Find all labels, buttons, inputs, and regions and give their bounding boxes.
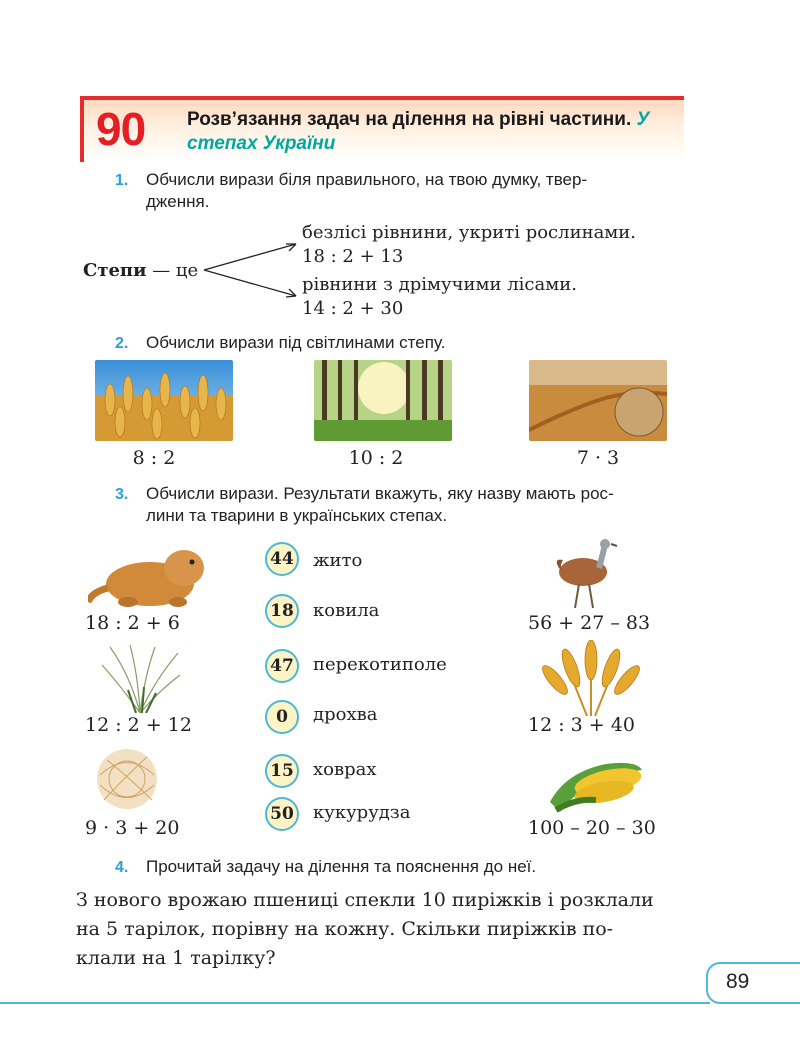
task4-problem (76, 886, 696, 973)
lesson-number: 90 (96, 103, 146, 155)
answer-word-3: перекотиполе (313, 654, 447, 675)
page-number: 89 (726, 970, 750, 993)
answer-badge-5: 15 (265, 754, 299, 788)
right-expr-3: 100 – 20 – 30 (528, 817, 656, 839)
lesson-title (187, 108, 667, 156)
task2-number: 2. (115, 335, 129, 352)
tumbleweed-photo (529, 360, 667, 441)
answer-word-1: жито (313, 550, 363, 571)
problem-line-1: З нового врожаю пшениці спекли 10 пиріжків і розклали (76, 889, 654, 911)
lesson-title-text: Розв’язання задач на ділення на рівні частини. (187, 109, 632, 130)
task1-option1: безлісі рівнини, укриті рослинами. (302, 222, 637, 243)
left-expr-3: 9 · 3 + 20 (85, 817, 180, 839)
gopher-image (88, 540, 218, 610)
lesson-subtitle: У степах України (187, 109, 650, 154)
answer-badge-2: 18 (265, 594, 299, 628)
problem-line-2: на 5 тарілок, порівну на кожну. Скільки пиріжків по- (76, 918, 614, 940)
photo-caption-2: 10 : 2 (348, 447, 404, 469)
photo-caption-1: 8 : 2 (132, 447, 176, 469)
answer-word-4: дрохва (313, 704, 378, 725)
feather-grass-image (100, 645, 180, 713)
bustard-image (553, 538, 623, 610)
page-number-box (706, 962, 800, 1004)
task1-option2: рівнини з дрімучими лісами. (302, 274, 577, 295)
task1-text: Обчисли вирази біля правильного, на твою думку, твер- дження. (146, 170, 588, 211)
answer-word-6: кукурудза (313, 802, 411, 823)
answer-word-2: ковила (313, 600, 380, 621)
rye-image (541, 640, 641, 716)
task3-number: 3. (115, 486, 129, 503)
steppes-word: Степи (83, 260, 147, 281)
task1-expr2: 14 : 2 + 30 (302, 298, 404, 319)
answer-badge-3: 47 (265, 649, 299, 683)
forest-photo (314, 360, 452, 441)
corn-image (546, 742, 646, 814)
task1-number: 1. (115, 172, 129, 189)
task2-text: Обчисли вирази під світлинами степу. (146, 333, 446, 352)
task1-left-label: Степи — це (83, 260, 199, 281)
task4-text: Прочитай задачу на ділення та пояснення до неї. (146, 857, 537, 876)
left-expr-2: 12 : 2 + 12 (85, 714, 192, 736)
answer-badge-1: 44 (265, 542, 299, 576)
answer-word-5: ховрах (313, 759, 377, 780)
task4-number: 4. (115, 859, 129, 876)
answer-badge-4: 0 (265, 700, 299, 734)
answer-badge-6: 50 (265, 797, 299, 831)
right-expr-1: 56 + 27 – 83 (528, 612, 651, 634)
photo-caption-3: 7 · 3 (576, 447, 620, 469)
task3-text: Обчисли вирази. Результати вкажуть, яку назву мають рос- лини та тварини в українських степах. (146, 484, 614, 525)
wheat-photo (95, 360, 233, 441)
right-expr-2: 12 : 3 + 40 (528, 714, 635, 736)
branch-arrows (200, 240, 304, 304)
problem-line-3: клали на 1 тарілку? (76, 947, 276, 969)
left-expr-1: 18 : 2 + 6 (85, 612, 180, 634)
task1-expr1: 18 : 2 + 13 (302, 246, 404, 267)
tumbleweed-image (92, 745, 162, 811)
footer-line (0, 1002, 710, 1004)
